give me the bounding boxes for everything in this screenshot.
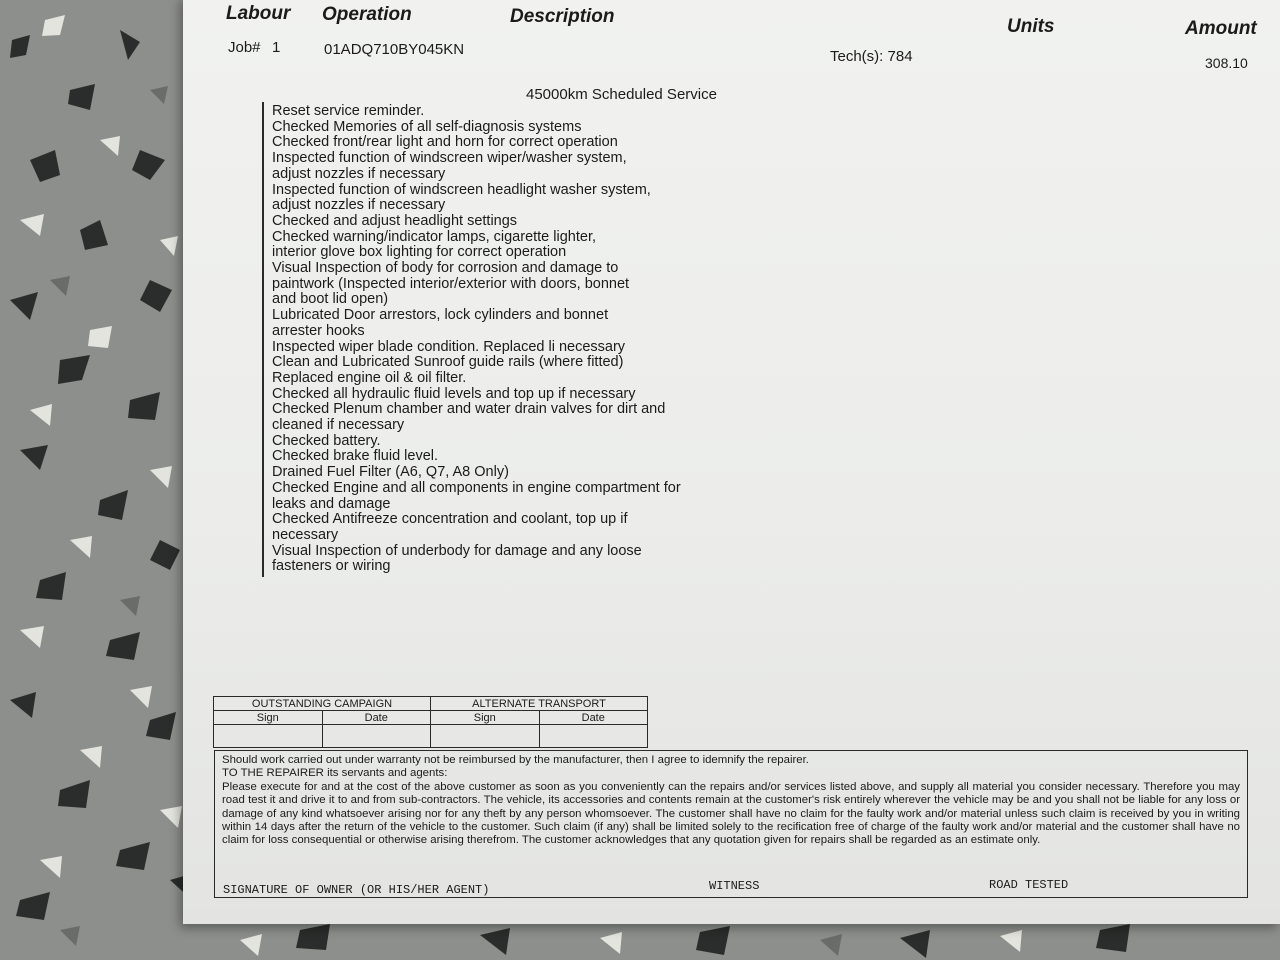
terms-body: Please execute for and at the cost of the above customer as soon as you conveniently can the repairs and/or services listed above, and supply all material you consider necessary. Therefore you may road test it and drive it to and from sub-contractors. The vehicle, its accessories and contents remain at the customer's risk entirely wherever the vehicle may be and you shall not be liable for any loss or damage of any kind whatsoever arising nor for any theft by any person whomsoever. The customer shall have no claim for the faulty work and/or material unless such claim is received by you in writing within 14 days after the return of the vehicle to the customer. Such claim (if any) shall be limited solely to the recification free of charge of the faulty work and/or material and the customer shall have no claim for loss consequential or otherwise arising therefrom. The customer acknowledges that any quotation given for repairs shall be regarded as an estimate only. <box>222 780 1240 847</box>
job-number: 1 <box>272 39 281 56</box>
outstanding-campaign-header: OUTSTANDING CAMPAIGN <box>214 697 431 711</box>
terms-and-conditions-box <box>214 750 1248 898</box>
alternate-transport-header: ALTERNATE TRANSPORT <box>431 697 648 711</box>
checklist-line: Checked Plenum chamber and water drain valves for dirt and <box>272 401 666 418</box>
checklist-line: Checked brake fluid level. <box>272 448 439 465</box>
operation-header: Operation <box>322 4 412 25</box>
campaign-transport-table <box>213 696 648 748</box>
checklist-line: Checked all hydraulic fluid levels and top up if necessary <box>272 385 636 402</box>
checklist-line: adjust nozzles if necessary <box>272 165 446 182</box>
service-title: 45000km Scheduled Service <box>526 86 717 103</box>
checklist-line: Checked battery. <box>272 432 381 449</box>
road-tested-line[interactable]: ROAD TESTED <box>989 878 1069 892</box>
transport-sign-label: Sign <box>431 711 540 725</box>
checklist-line: fasteners or wiring <box>272 558 391 575</box>
checklist-line: Drained Fuel Filter (A6, Q7, A8 Only) <box>272 464 509 481</box>
checklist-line: Checked Engine and all components in engine compartment for <box>272 479 681 496</box>
technician-id: Tech(s): 784 <box>830 48 913 65</box>
checklist-line: arrester hooks <box>272 322 365 339</box>
campaign-sign-label: Sign <box>214 711 323 725</box>
terms-text <box>222 754 1240 848</box>
checklist-line: Visual Inspection of body for corrosion and damage to <box>272 260 619 277</box>
checklist-line: Checked Antifreeze concentration and coolant, top up if <box>272 511 628 528</box>
campaign-date-field[interactable] <box>322 725 431 748</box>
transport-sign-field[interactable] <box>431 725 540 748</box>
checklist-line: cleaned if necessary <box>272 417 405 434</box>
job-amount: 308.10 <box>1205 55 1248 71</box>
service-checklist <box>272 104 732 575</box>
checklist-line: and boot lid open) <box>272 291 389 308</box>
checklist-line: Checked front/rear light and horn for correct operation <box>272 134 618 151</box>
checklist-line: Inspected function of windscreen headlight washer system, <box>272 181 651 198</box>
transport-date-field[interactable] <box>539 725 648 748</box>
checklist-margin-rule <box>262 102 264 577</box>
labour-header: Labour <box>226 3 291 24</box>
checklist-line: Reset service reminder. <box>272 103 425 119</box>
checklist-line: adjust nozzles if necessary <box>272 197 446 214</box>
checklist-line: Inspected function of windscreen wiper/washer system, <box>272 150 627 167</box>
checklist-line: Checked warning/indicator lamps, cigarette lighter, <box>272 228 596 245</box>
campaign-sign-field[interactable] <box>214 725 323 748</box>
owner-signature-line[interactable]: SIGNATURE OF OWNER (OR HIS/HER AGENT) <box>223 883 490 897</box>
checklist-line: Checked Memories of all self-diagnosis systems <box>272 118 582 135</box>
job-label: Job# <box>228 39 261 56</box>
witness-line[interactable]: WITNESS <box>709 879 760 893</box>
warranty-indemnity-line: Should work carried out under warranty not be reimbursed by the manufacturer, then I agree to idemnify the repairer. <box>222 754 809 766</box>
checklist-line: Clean and Lubricated Sunroof guide rails (where fitted) <box>272 354 624 371</box>
checklist-line: Checked and adjust headlight settings <box>272 212 518 229</box>
checklist-line: paintwork (Inspected interior/exterior with doors, bonnet <box>272 275 630 292</box>
units-header: Units <box>1007 16 1055 37</box>
checklist-line: Visual Inspection of underbody for damage and any loose <box>272 542 642 559</box>
checklist-line: leaks and damage <box>272 495 391 512</box>
operation-code: 01ADQ710BY045KN <box>324 41 465 58</box>
amount-header: Amount <box>1185 18 1257 39</box>
transport-date-label: Date <box>539 711 648 725</box>
campaign-date-label: Date <box>322 711 431 725</box>
checklist-line: interior glove box lighting for correct operation <box>272 244 567 261</box>
repairer-address-line: TO THE REPAIRER its servants and agents: <box>222 767 448 780</box>
checklist-line: Inspected wiper blade condition. Replaced li necessary <box>272 338 626 355</box>
checklist-line: necessary <box>272 526 339 543</box>
checklist-line: Lubricated Door arrestors, lock cylinders and bonnet <box>272 307 609 324</box>
checklist-line: Replaced engine oil & oil filter. <box>272 369 467 386</box>
description-header: Description <box>510 6 615 27</box>
